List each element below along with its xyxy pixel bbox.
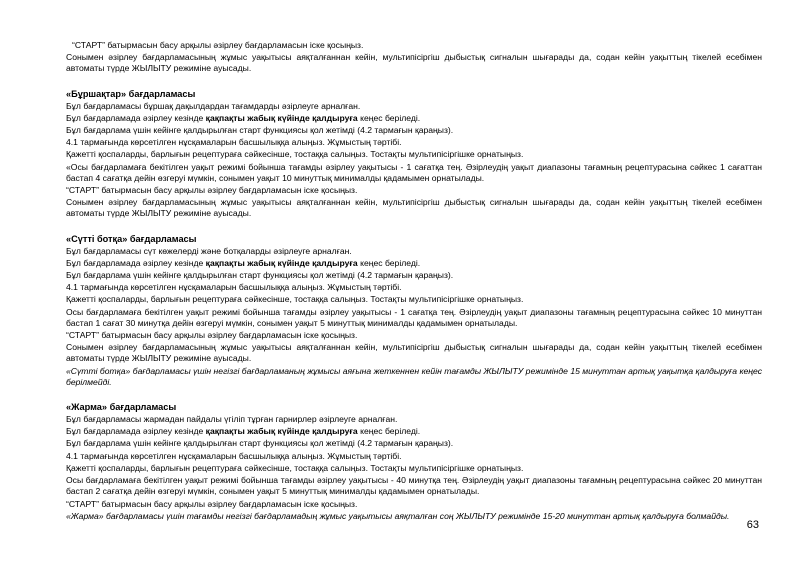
section-title-milk-porridge: «Сүтті ботқа» бағдарламасы [66,233,197,244]
section-title-groats: «Жарма» бағдарламасы [66,402,177,413]
paragraph: Сонымен әзірлеу бағдарламасының жұмыс уақытысы аяқталғаннан кейін, мультипісіргіш дыбыстық сигналын шығарады да, содан кейін уақыттың тікелей есебімен автоматы түрде ЖЫЛЫТУ режиміне ауысады. [66,342,762,364]
spacer [66,221,762,233]
page-number: 63 [746,519,759,531]
bold-phrase: қақпақты жабық күйінде қалдыруға [205,112,358,123]
paragraph: 4.1 тармағында көрсетілген нұсқамаларын басшылыққа алыңыз. Жұмыстың тәртібі. [66,450,402,461]
paragraph: Бұл бағдарламасы бұршақ дақылдардан тағамдарды әзірлеуге арналған. [66,100,361,111]
paragraph: Бұл бағдарламасы жармадан пайдалы үгіліп тұрған гарнирлер әзірлеуге арналған. [66,414,398,425]
italic-note: «Сүтті ботқа» бағдарламасы үшін негізгі бағдарламаның жұмысы аяғына жеткеннен кейін тағамды ЖЫЛЫТУ режимінде 15 минуттан артық уақытқа қалдыруға кеңес берілмейді. [66,365,762,387]
paragraph: Қажетті қоспаларды, барлығын рецептураға сәйкесінше, тостаққа салыңыз. Тостақты мультипісіргішке орнатыңыз. [66,462,524,473]
bold-phrase: қақпақты жабық күйінде қалдыруға [205,426,358,437]
paragraph: Сонымен әзірлеу бағдарламасының жұмыс уақытысы аяқталғаннан кейін, мультипісіргіш дыбыстық сигналын шығарады да, содан кейін уақыттың тікелей есебімен автоматы түрде ЖЫЛЫТУ режиміне ауысады. [66,197,762,219]
bold-phrase: қақпақты жабық күйінде қалдыруға [205,257,358,268]
warming-paragraph: Сонымен әзірлеу бағдарламасының жұмыс уақытысы аяқталғаннан кейін, мультипісіргіш дыбыстық сигналын шығарады да, содан кейін уақыттың тікелей есебімен автоматы түрде ЖЫЛЫТУ режиміне ауысады. [66,52,762,74]
paragraph: Бұл бағдарлама үшін кейінге қалдырылған старт функциясы қол жетімді (4.2 тармағын қараңыз). [66,438,454,449]
paragraph: Бұл бағдарлама үшін кейінге қалдырылған старт функциясы қол жетімді (4.2 тармағын қараңыз). [66,125,454,136]
paragraph: “СТАРТ” батырмасын басу арқылы әзірлеу бағдарламасын іске қосыңыз. [66,330,358,341]
paragraph: 4.1 тармағында көрсетілген нұсқамаларын басшылыққа алыңыз. Жұмыстың тәртібі. [66,282,402,293]
paragraph: Бұл бағдарламада әзірлеу кезінде қақпақты жабық күйінде қалдыруға кеңес беріледі. [66,112,421,123]
paragraph: Бұл бағдарламада әзірлеу кезінде қақпақты жабық күйінде қалдыруға кеңес беріледі. [66,257,421,268]
paragraph: Бұл бағдарламада әзірлеу кезінде қақпақты жабық күйінде қалдыруға кеңес беріледі. [66,426,421,437]
paragraph: «Осы бағдарламаға бекітілген уақыт режимі бойынша тағамды әзірлеу уақытысы - 1 сағатқа тең. Әзірлеудің уақыт диапазоны тағамның рецептурасына сәйкес 1 сағаттан бастап 4 сағатқа дейін өзгеруі мүмкін, сонымен уақыт 10 минуттық минималды қадамымен орнатылады. [66,161,762,183]
paragraph: 4.1 тармағында көрсетілген нұсқамаларын басшылыққа алыңыз. Жұмыстың тәртібі. [66,137,402,148]
italic-note: «Жарма» бағдарламасы үшін тағамды негізгі бағдарламадың жұмыс уақытысы аяқталған соң ЖЫЛЫТУ режимінде 15-20 минуттан артық қалдыруға болмайды. [66,510,730,521]
paragraph: Бұл бағдарлама үшін кейінге қалдырылған старт функциясы қол жетімді (4.2 тармағын қараңыз). [66,270,454,281]
paragraph: Осы бағдарламаға бекітілген уақыт режимі бойынша тағамды әзірлеу уақытысы - 40 минутқа тең. Әзірлеудің уақыт диапазоны тағамның рецептурасына сәйкес 20 минуттан бастап 2 сағатқа дейін өзгеруі мүмкін, сонымен уақыт 5 минуттық минималды қадамымен орнатылады. [66,475,762,497]
section-title-beans: «Бұршақтар» бағдарламасы [66,88,196,99]
paragraph: Қажетті қоспаларды, барлығын рецептураға сәйкесінше, тостаққа салыңыз. Тостақты мультипісіргішке орнатыңыз. [66,149,524,160]
spacer [66,76,762,88]
paragraph: Бұл бағдарламасы сүт көжелерді және ботқаларды әзірлеуге арналған. [66,245,352,256]
paragraph: “СТАРТ” батырмасын басу арқылы әзірлеу бағдарламасын іске қосыңыз. [66,498,358,509]
paragraph: “СТАРТ” батырмасын басу арқылы әзірлеу бағдарламасын іске қосыңыз. [66,185,358,196]
paragraph: Осы бағдарламаға бекітілген уақыт режимі бойынша тағамды әзірлеу уақытысы - 1 сағатқа тең. Әзірлеудің уақыт диапазоны тағамның рецептурасына сәйкес 10 минуттан бастап 1 сағат 30 минутқа дейін өзгеруі мүмкін, сонымен уақыт 5 минуттық минималды қадамымен орнатылады. [66,306,762,328]
document-page [66,40,762,523]
paragraph: Қажетті қоспаларды, барлығын рецептураға сәйкесінше, тостаққа салыңыз. Тостақты мультипісіргішке орнатыңыз. [66,294,524,305]
spacer [66,389,762,401]
start-instruction: “СТАРТ” батырмасын басу арқылы әзірлеу бағдарламасын іске қосыңыз. [72,40,364,50]
